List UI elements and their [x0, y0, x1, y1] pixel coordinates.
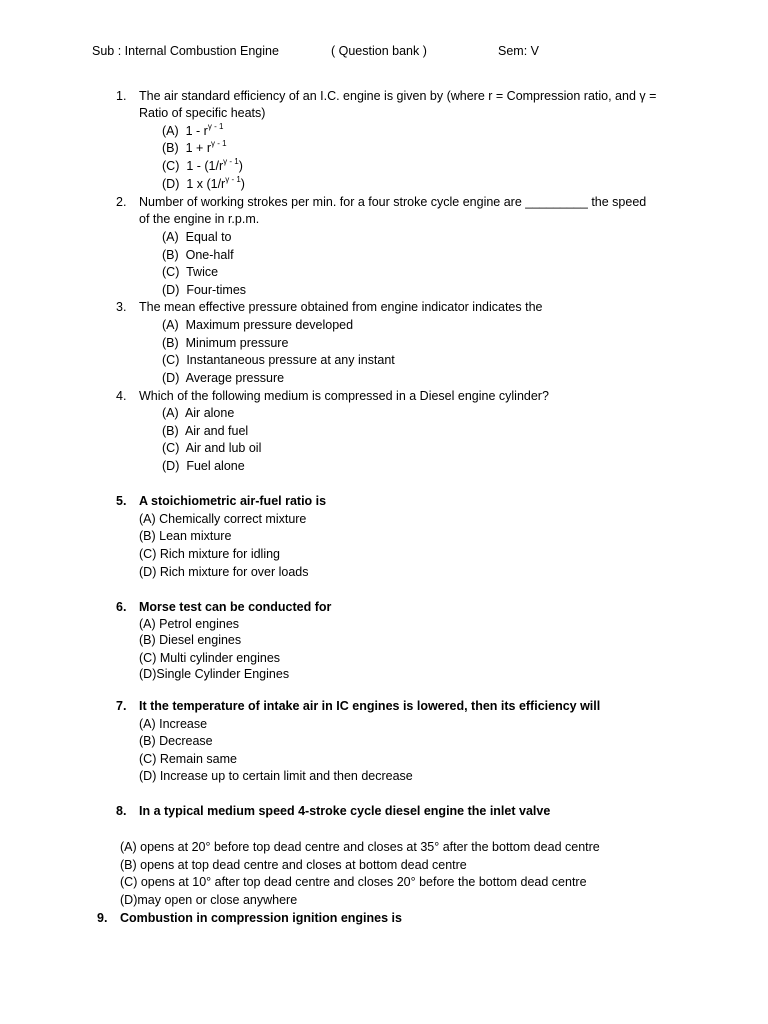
answer-option: (A) $1 - r^{\gamma - 1}$ — [162, 122, 224, 138]
answer-option: (B) opens at top dead centre and closes at bottom dead centre — [120, 858, 467, 872]
answer-option: (D) Fuel alone — [162, 459, 245, 473]
question-number: 4. — [116, 389, 127, 403]
answer-option: (C) opens at 10° after top dead centre and closes 20° before the bottom dead centre — [120, 875, 587, 889]
semester-header: Sem: V — [498, 44, 539, 58]
subject-header: Sub : Internal Combustion Engine — [92, 44, 279, 58]
answer-option: (A) Chemically correct mixture — [139, 512, 307, 526]
question-text: Number of working strokes per min. for a four stroke cycle engine are _________ the speed — [139, 195, 647, 209]
answer-option: (C) Rich mixture for idling — [139, 547, 281, 561]
answer-option: (B) $1 + r^{\gamma - 1}$ — [162, 139, 227, 155]
answer-option: (D) Rich mixture for over loads — [139, 565, 309, 579]
question-text: Morse test can be conducted for — [139, 600, 332, 614]
answer-option: (B) Diesel engines — [139, 633, 242, 647]
answer-option: (C) Multi cylinder engines — [139, 651, 281, 665]
question-text: It the temperature of intake air in IC engines is lowered, then its efficiency will — [139, 699, 601, 713]
answer-option: (A) Air alone — [162, 406, 235, 420]
answer-option: (C) Air and lub oil — [162, 441, 262, 455]
answer-option: (B) Air and fuel — [162, 424, 249, 438]
answer-option: (C) $1 - (1/r^{\gamma - 1})$ — [162, 157, 243, 173]
answer-option: (A) Increase — [139, 717, 208, 731]
question-text: of the engine in r.p.m. — [139, 212, 260, 226]
question-number: 5. — [116, 494, 127, 508]
question-text: A stoichiometric air-fuel ratio is — [139, 494, 327, 508]
question-number: 7. — [116, 699, 127, 713]
answer-option: (C) Twice — [162, 265, 219, 279]
answer-option: (B) One-half — [162, 248, 234, 262]
question-text: The air standard efficiency of an I.C. engine is given by (where r = Compression ratio, and γ = — [139, 89, 657, 103]
answer-option: (A) opens at 20° before top dead centre and closes at 35° after the bottom dead centre — [120, 840, 600, 854]
question-text: Combustion in compression ignition engines is — [120, 911, 402, 925]
answer-option: (A) Equal to — [162, 230, 232, 244]
answer-option: (B) Minimum pressure — [162, 336, 289, 350]
question-text: Which of the following medium is compressed in a Diesel engine cylinder? — [139, 389, 549, 403]
answer-option: (D) Increase up to certain limit and then decrease — [139, 769, 413, 783]
answer-option: (B) Lean mixture — [139, 529, 232, 543]
question-number: 3. — [116, 300, 127, 314]
question-number: 9. — [97, 911, 108, 925]
question-text: The mean effective pressure obtained from engine indicator indicates the — [139, 300, 543, 314]
question-number: 8. — [116, 804, 127, 818]
answer-option: (D) Four-times — [162, 283, 247, 297]
answer-option: (D) Average pressure — [162, 371, 285, 385]
answer-option: (D)Single Cylinder Engines — [139, 667, 290, 681]
answer-option: (B) Decrease — [139, 734, 213, 748]
document-type-header: ( Question bank ) — [331, 44, 427, 58]
answer-option: (A) Petrol engines — [139, 617, 240, 631]
question-text: Ratio of specific heats) — [139, 106, 266, 120]
question-number: 2. — [116, 195, 127, 209]
answer-option: (D) 1 x $(1/r^{\gamma - 1})$ — [162, 175, 245, 191]
answer-option: (C) Instantaneous pressure at any instant — [162, 353, 395, 367]
question-number: 1. — [116, 89, 127, 103]
answer-option: (A) Maximum pressure developed — [162, 318, 354, 332]
question-number: 6. — [116, 600, 127, 614]
question-text: In a typical medium speed 4-stroke cycle diesel engine the inlet valve — [139, 804, 551, 818]
answer-option: (C) Remain same — [139, 752, 237, 766]
answer-option: (D)may open or close anywhere — [120, 893, 298, 907]
